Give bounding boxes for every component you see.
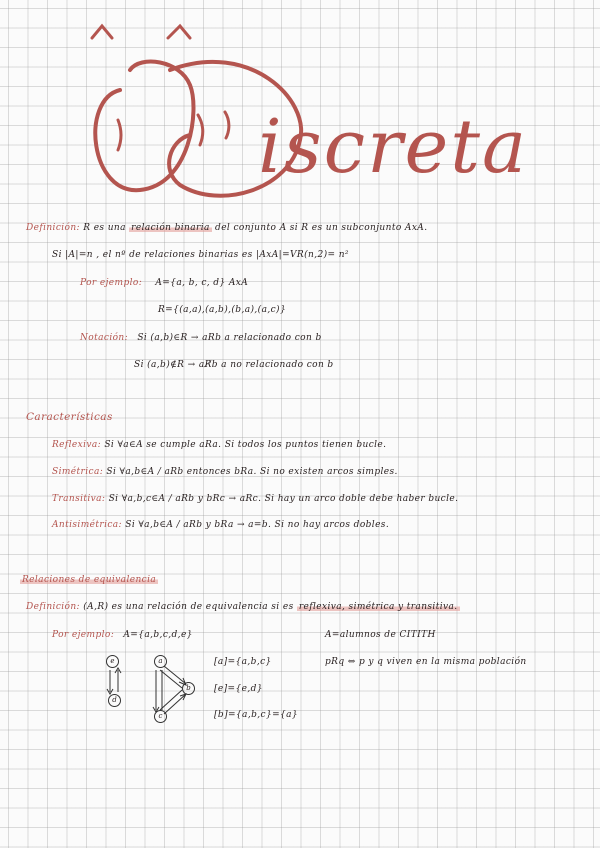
equivalencia-ejemplo: [52, 630, 193, 640]
caracteristica-text: Si ∀a,b∈A / aRb entonces bRa. Si no existen arcos simples.: [106, 467, 398, 477]
definicion-p1: R es una: [83, 223, 126, 233]
definicion-p2: del conjunto A si R es un subconjunto AxA.: [215, 223, 428, 233]
equivalencia-definicion: [26, 602, 460, 612]
caracteristicas-heading: Características: [26, 411, 113, 423]
caracteristica-transitiva: [52, 494, 458, 504]
caracteristica-reflexiva: [52, 440, 386, 450]
caracteristica-label: Simétrica:: [52, 467, 104, 477]
definicion-label: Definición:: [26, 223, 80, 233]
equivalencia-alumnos: A=alumnos de CITITH: [325, 630, 436, 640]
class-b: [b]={a,b,c}={a}: [214, 710, 299, 720]
ejemplo-set: A={a, b, c, d} AxA: [155, 278, 249, 288]
graph-node-c: c: [154, 710, 167, 723]
caracteristica-text: Si ∀a,b,c∈A / aRb y bRc → aRc. Si hay un arco doble debe haber bucle.: [108, 494, 459, 504]
graph-node-a: a: [154, 655, 167, 668]
class-e: [e]={e,d}: [214, 684, 263, 694]
graph-node-d: d: [108, 694, 121, 707]
notacion-text-2: Si (a,b)∉R → aR̸b a no relacionado con b: [134, 360, 334, 370]
notacion-label: Notación:: [80, 333, 129, 343]
definicion-highlight: relación binaria: [131, 223, 210, 233]
graph-node-e: e: [106, 655, 119, 668]
notacion-line-1: [80, 333, 322, 343]
ejemplo-label: Por ejemplo:: [80, 278, 143, 288]
caracteristica-label: Reflexiva:: [52, 440, 102, 450]
caracteristica-simetrica: [52, 467, 398, 477]
caracteristica-antisimetrica: [52, 520, 389, 530]
caracteristica-label: Transitiva:: [52, 494, 106, 504]
equivalencia-relacion: pRq ⇔ p y q viven en la misma población: [325, 657, 527, 667]
equivalencia-def-text: (A,R) es una relación de equivalencia si es: [83, 602, 294, 612]
graph-node-b: b: [182, 682, 195, 695]
class-a: [a]={a,b,c}: [214, 657, 272, 667]
equivalencia-ejemplo-label: Por ejemplo:: [52, 630, 115, 640]
caracteristica-label: Antisimétrica:: [52, 520, 122, 530]
equivalencia-heading-text: Relaciones de equivalencia: [22, 575, 157, 585]
equivalencia-ejemplo-set: A={a,b,c,d,e}: [123, 630, 193, 640]
ejemplo-line-1: [80, 278, 248, 288]
caracteristica-text: Si ∀a,b∈A / aRb y bRa → a=b. Si no hay arcos dobles.: [125, 520, 390, 530]
ejemplo-relation: R={(a,a),(a,b),(b,a),(a,c)}: [158, 305, 287, 315]
definicion-line-2: Si |A|=n , el nº de relaciones binarias es |AxA|=VR(n,2)= n²: [52, 250, 349, 260]
notacion-text-1: Si (a,b)∈R → aRb a relacionado con b: [137, 333, 322, 343]
title-word: iscreta: [258, 104, 529, 190]
definicion-line-1: [26, 223, 427, 233]
caracteristica-text: Si ∀a∈A se cumple aRa. Si todos los puntos tienen bucle.: [104, 440, 387, 450]
equivalencia-heading: [20, 575, 158, 585]
equivalencia-def-label: Definición:: [26, 602, 80, 612]
equivalencia-def-highlight: reflexiva, simétrica y transitiva.: [298, 602, 458, 612]
